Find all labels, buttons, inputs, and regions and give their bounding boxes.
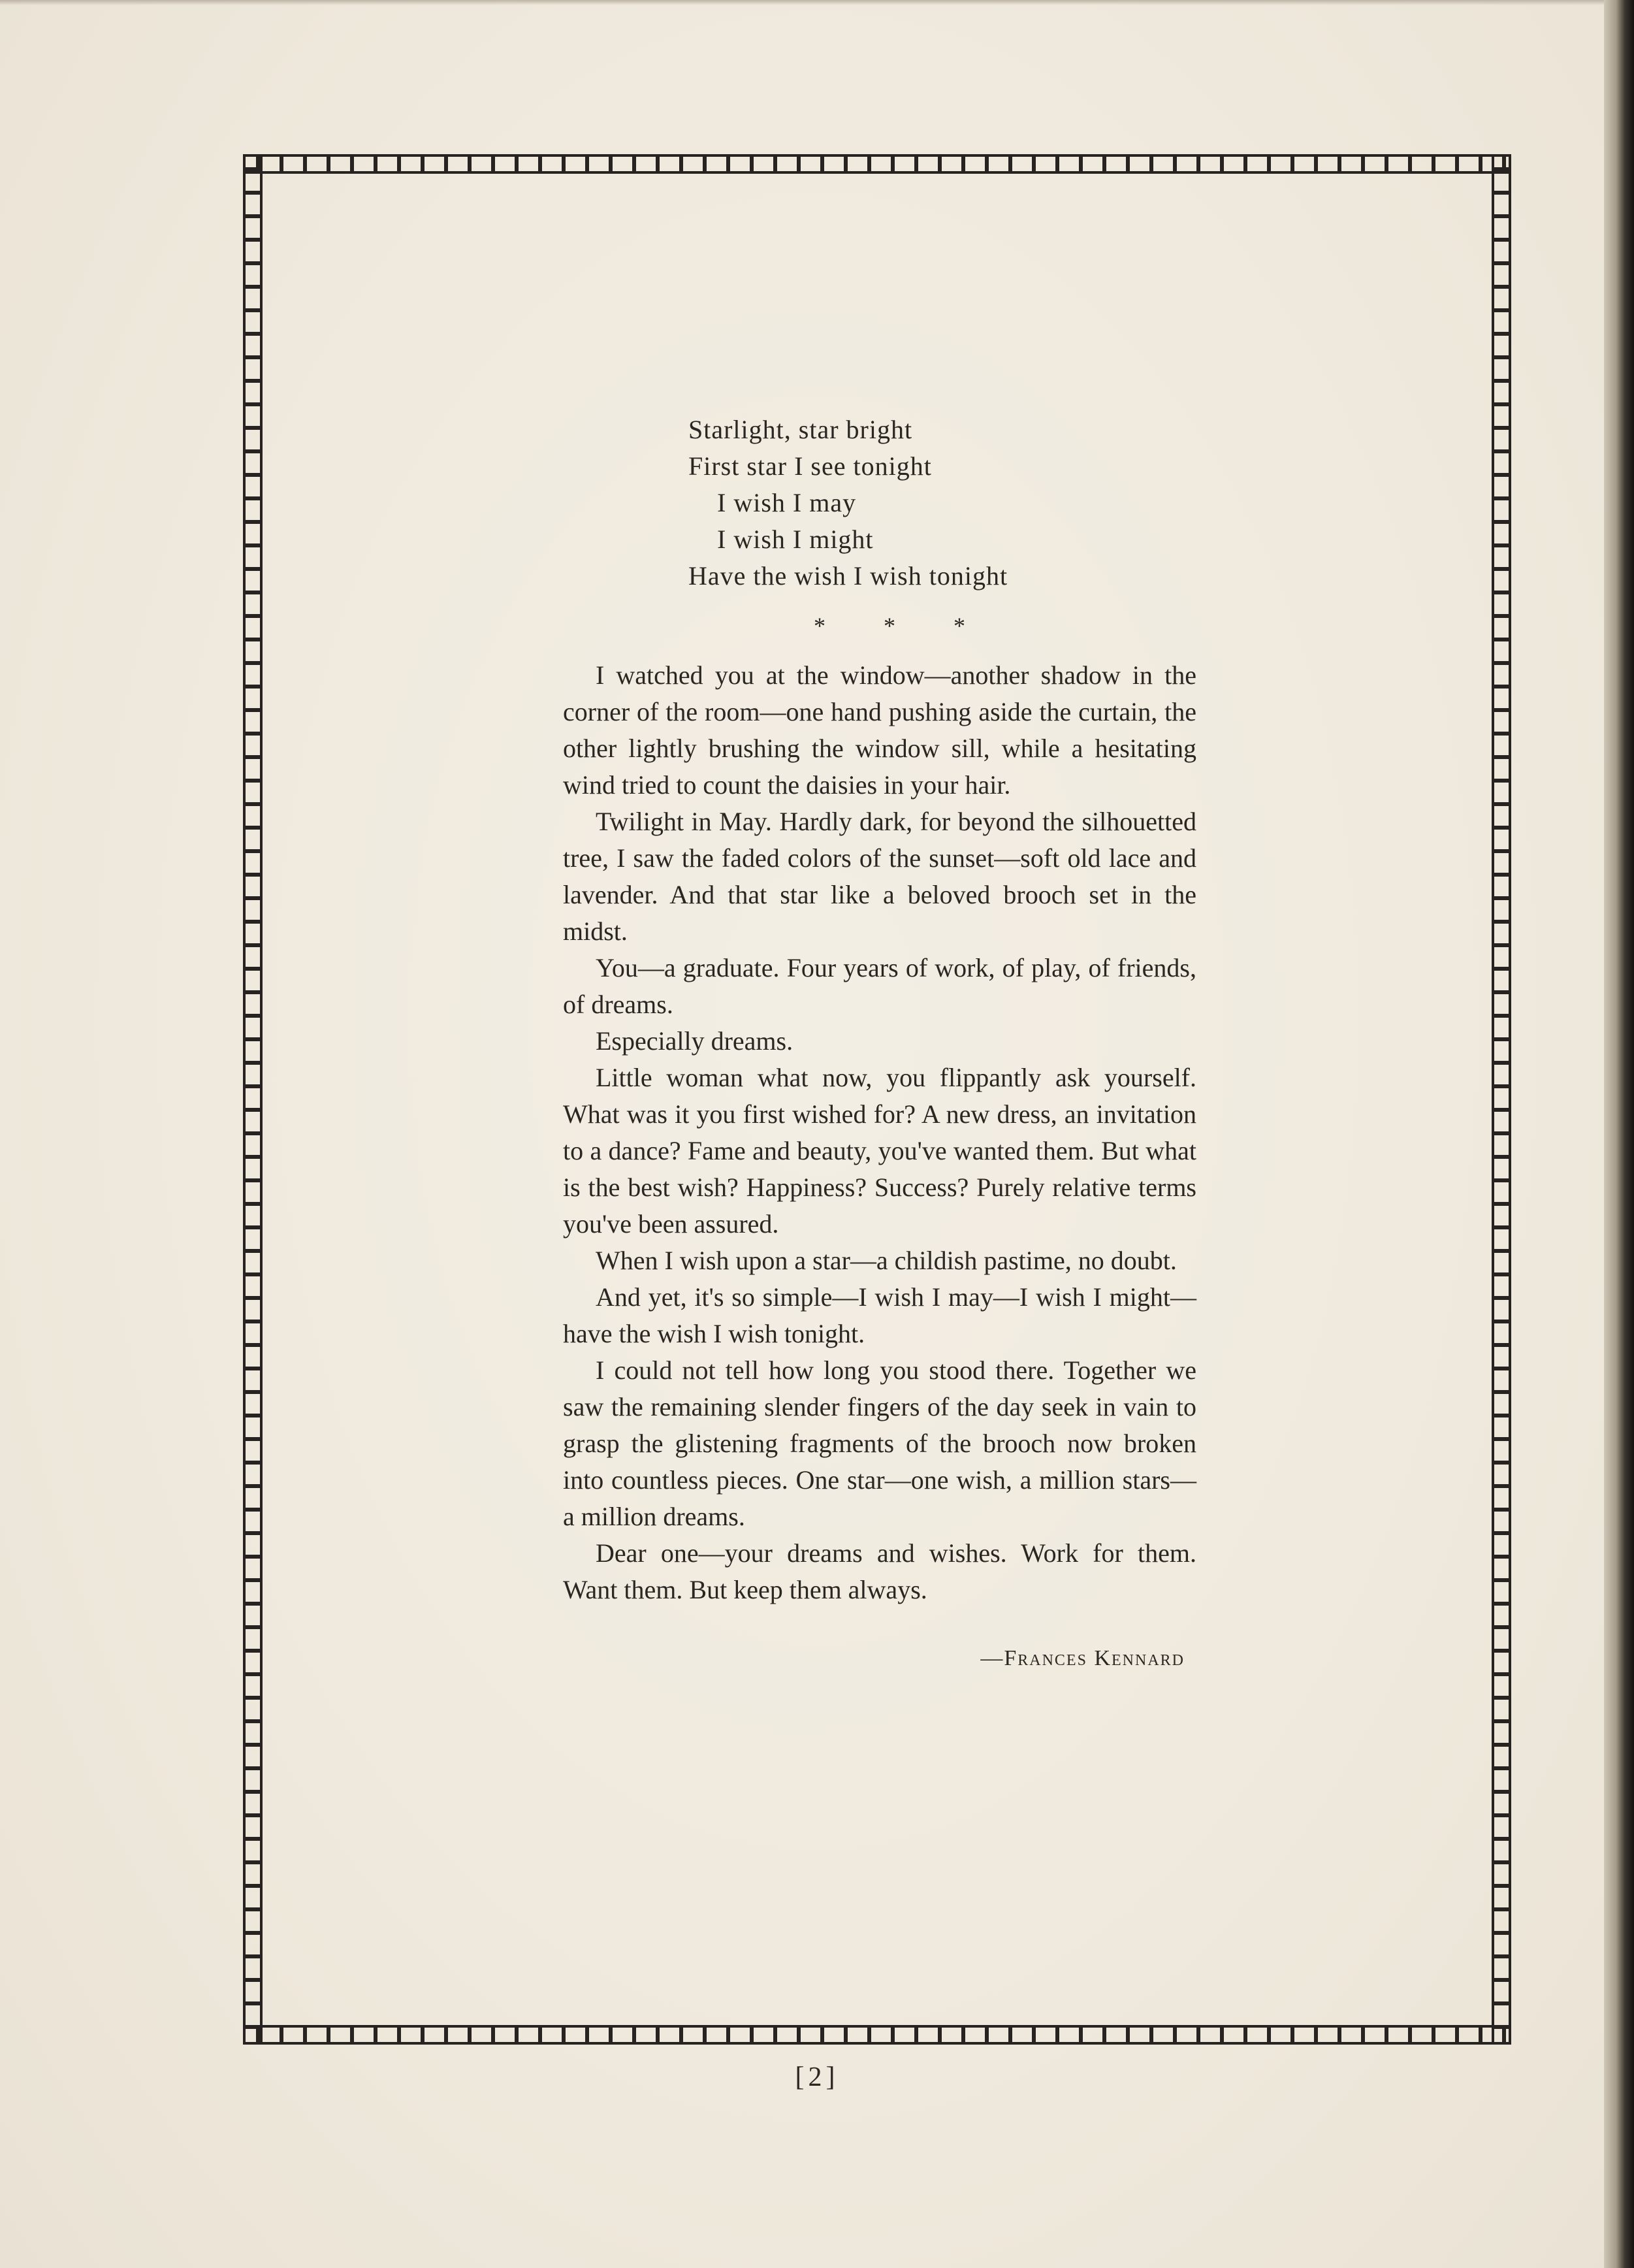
frame-border-top [243, 154, 1511, 174]
page-number: [2] [795, 2062, 839, 2092]
article-content [563, 412, 1196, 1671]
section-separator: * * * [814, 613, 991, 639]
paragraph: And yet, it's so simple—I wish I may—I wish I might—have the wish I wish tonight. [563, 1282, 1196, 1348]
paragraph: You—a graduate. Four years of work, of play, of friends, of dreams. [563, 953, 1196, 1019]
frame-border-left [243, 154, 263, 2045]
poem [688, 412, 1196, 594]
poem-line: Starlight, star bright [688, 415, 913, 444]
paragraph: I could not tell how long you stood there. Together we saw the remaining slender fingers of the day seek in vain to grasp the glistening fragments of the brooch now broken into countless pieces. One star—one wish, a million stars—a million dreams. [563, 1355, 1196, 1531]
paragraph: When I wish upon a star—a childish pastime, no doubt. [596, 1246, 1177, 1275]
paragraph: Especially dreams. [596, 1026, 793, 1056]
author-signature: —Frances Kennard [980, 1646, 1185, 1670]
page-top-edge [0, 0, 1634, 5]
frame-border-bottom [243, 2025, 1511, 2045]
poem-line: Have the wish I wish tonight [688, 561, 1008, 591]
poem-line: I wish I may [717, 488, 857, 517]
poem-line: I wish I might [717, 525, 874, 554]
poem-line: First star I see tonight [688, 451, 932, 481]
paragraph: I watched you at the window—another shadow in the corner of the room—one hand pushing aside the curtain, the other lightly brushing the window sill, while a hesitating wind tried to count the daisies in your hair. [563, 660, 1196, 800]
frame-border-right [1492, 154, 1511, 2045]
prose-body [563, 657, 1196, 1608]
book-binding-edge [1604, 0, 1634, 2268]
paragraph: Twilight in May. Hardly dark, for beyond the silhouetted tree, I saw the faded colors of the sunset—soft old lace and lavender. And that star like a beloved brooch set in the midst. [563, 807, 1196, 946]
paragraph: Dear one—your dreams and wishes. Work for them. Want them. But keep them always. [563, 1538, 1196, 1604]
paragraph: Little woman what now, you flippantly ask yourself. What was it you first wished for? A new dress, an invitation to a dance? Fame and beauty, you've wanted them. But what is the best wish? Happiness? Success? Purely relative terms you've been assured. [563, 1063, 1196, 1239]
